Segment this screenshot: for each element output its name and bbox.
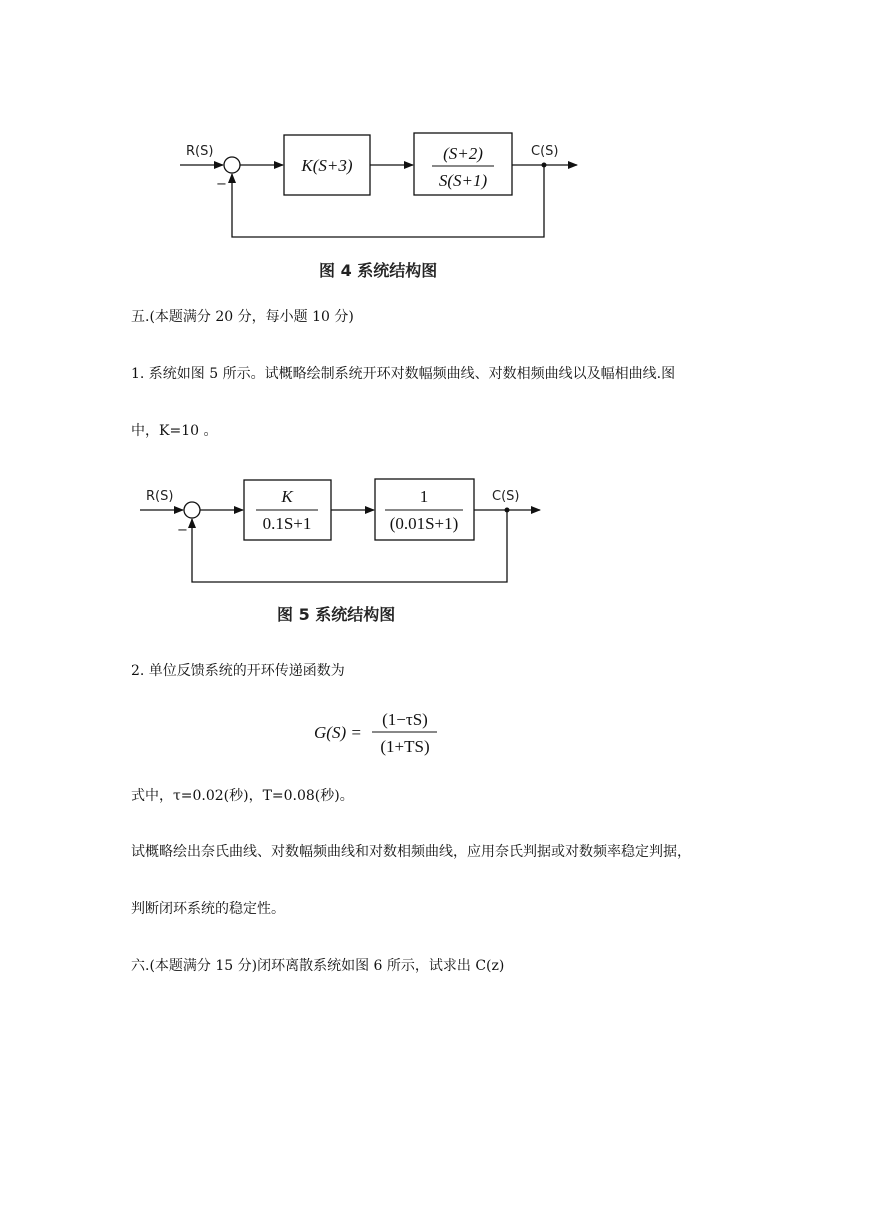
section5-q1-line1: 1. 系统如图 5 所示。试概略绘制系统开环对数幅频曲线、对数相频曲线以及幅相曲线.图 xyxy=(131,366,676,382)
fig4-summing-junction xyxy=(224,157,240,173)
q2-task-line1: 试概略绘出奈氏曲线、对数幅频曲线和对数相频曲线，应用奈氏判据或对数频率稳定判据， xyxy=(131,844,691,860)
fig4-block2-numerator: (S+2) xyxy=(443,144,483,163)
q2-formula-denominator: (1+TS) xyxy=(380,737,430,756)
fig4-caption: 图 4 系统结构图 xyxy=(319,261,438,280)
fig4-minus-sign: − xyxy=(216,177,227,192)
fig5-block1-denominator: 0.1S+1 xyxy=(262,514,312,533)
section6-heading: 六.(本题满分 15 分)闭环离散系统如图 6 所示，试求出 C(z) xyxy=(131,958,505,974)
q2-params: 式中，τ=0.02(秒)，T=0.08(秒)。 xyxy=(131,788,354,804)
fig5-block2-denominator: (0.01S+1) xyxy=(389,514,459,533)
fig5-block1-numerator: K xyxy=(281,487,293,506)
fig5-input-label: R(S) xyxy=(146,489,174,504)
fig5-output-label: C(S) xyxy=(492,489,520,504)
fig5-summing-junction xyxy=(184,502,200,518)
fig5-caption: 图 5 系统结构图 xyxy=(277,605,396,624)
figure-5-block-diagram xyxy=(0,470,869,630)
fig5-block2-numerator: 1 xyxy=(419,487,429,506)
fig4-block2-denominator: S(S+1) xyxy=(438,171,488,190)
figure-4-block-diagram xyxy=(0,0,869,260)
q2-formula-lhs: G(S) = xyxy=(314,723,362,742)
q2-transfer-function xyxy=(310,705,510,765)
section5-heading: 五.(本题满分 20 分，每小题 10 分) xyxy=(131,309,354,325)
q2-task-line2: 判断闭环系统的稳定性。 xyxy=(131,901,285,917)
fig4-output-label: C(S) xyxy=(531,144,559,159)
section5-q1-line2: 中，K=10 。 xyxy=(131,423,218,439)
fig4-block1-text: K(S+3) xyxy=(301,156,353,175)
q2-formula-numerator: (1−τS) xyxy=(382,710,428,729)
fig4-input-label: R(S) xyxy=(186,144,214,159)
q2-intro: 2. 单位反馈系统的开环传递函数为 xyxy=(131,663,345,679)
fig5-minus-sign: − xyxy=(177,523,188,538)
